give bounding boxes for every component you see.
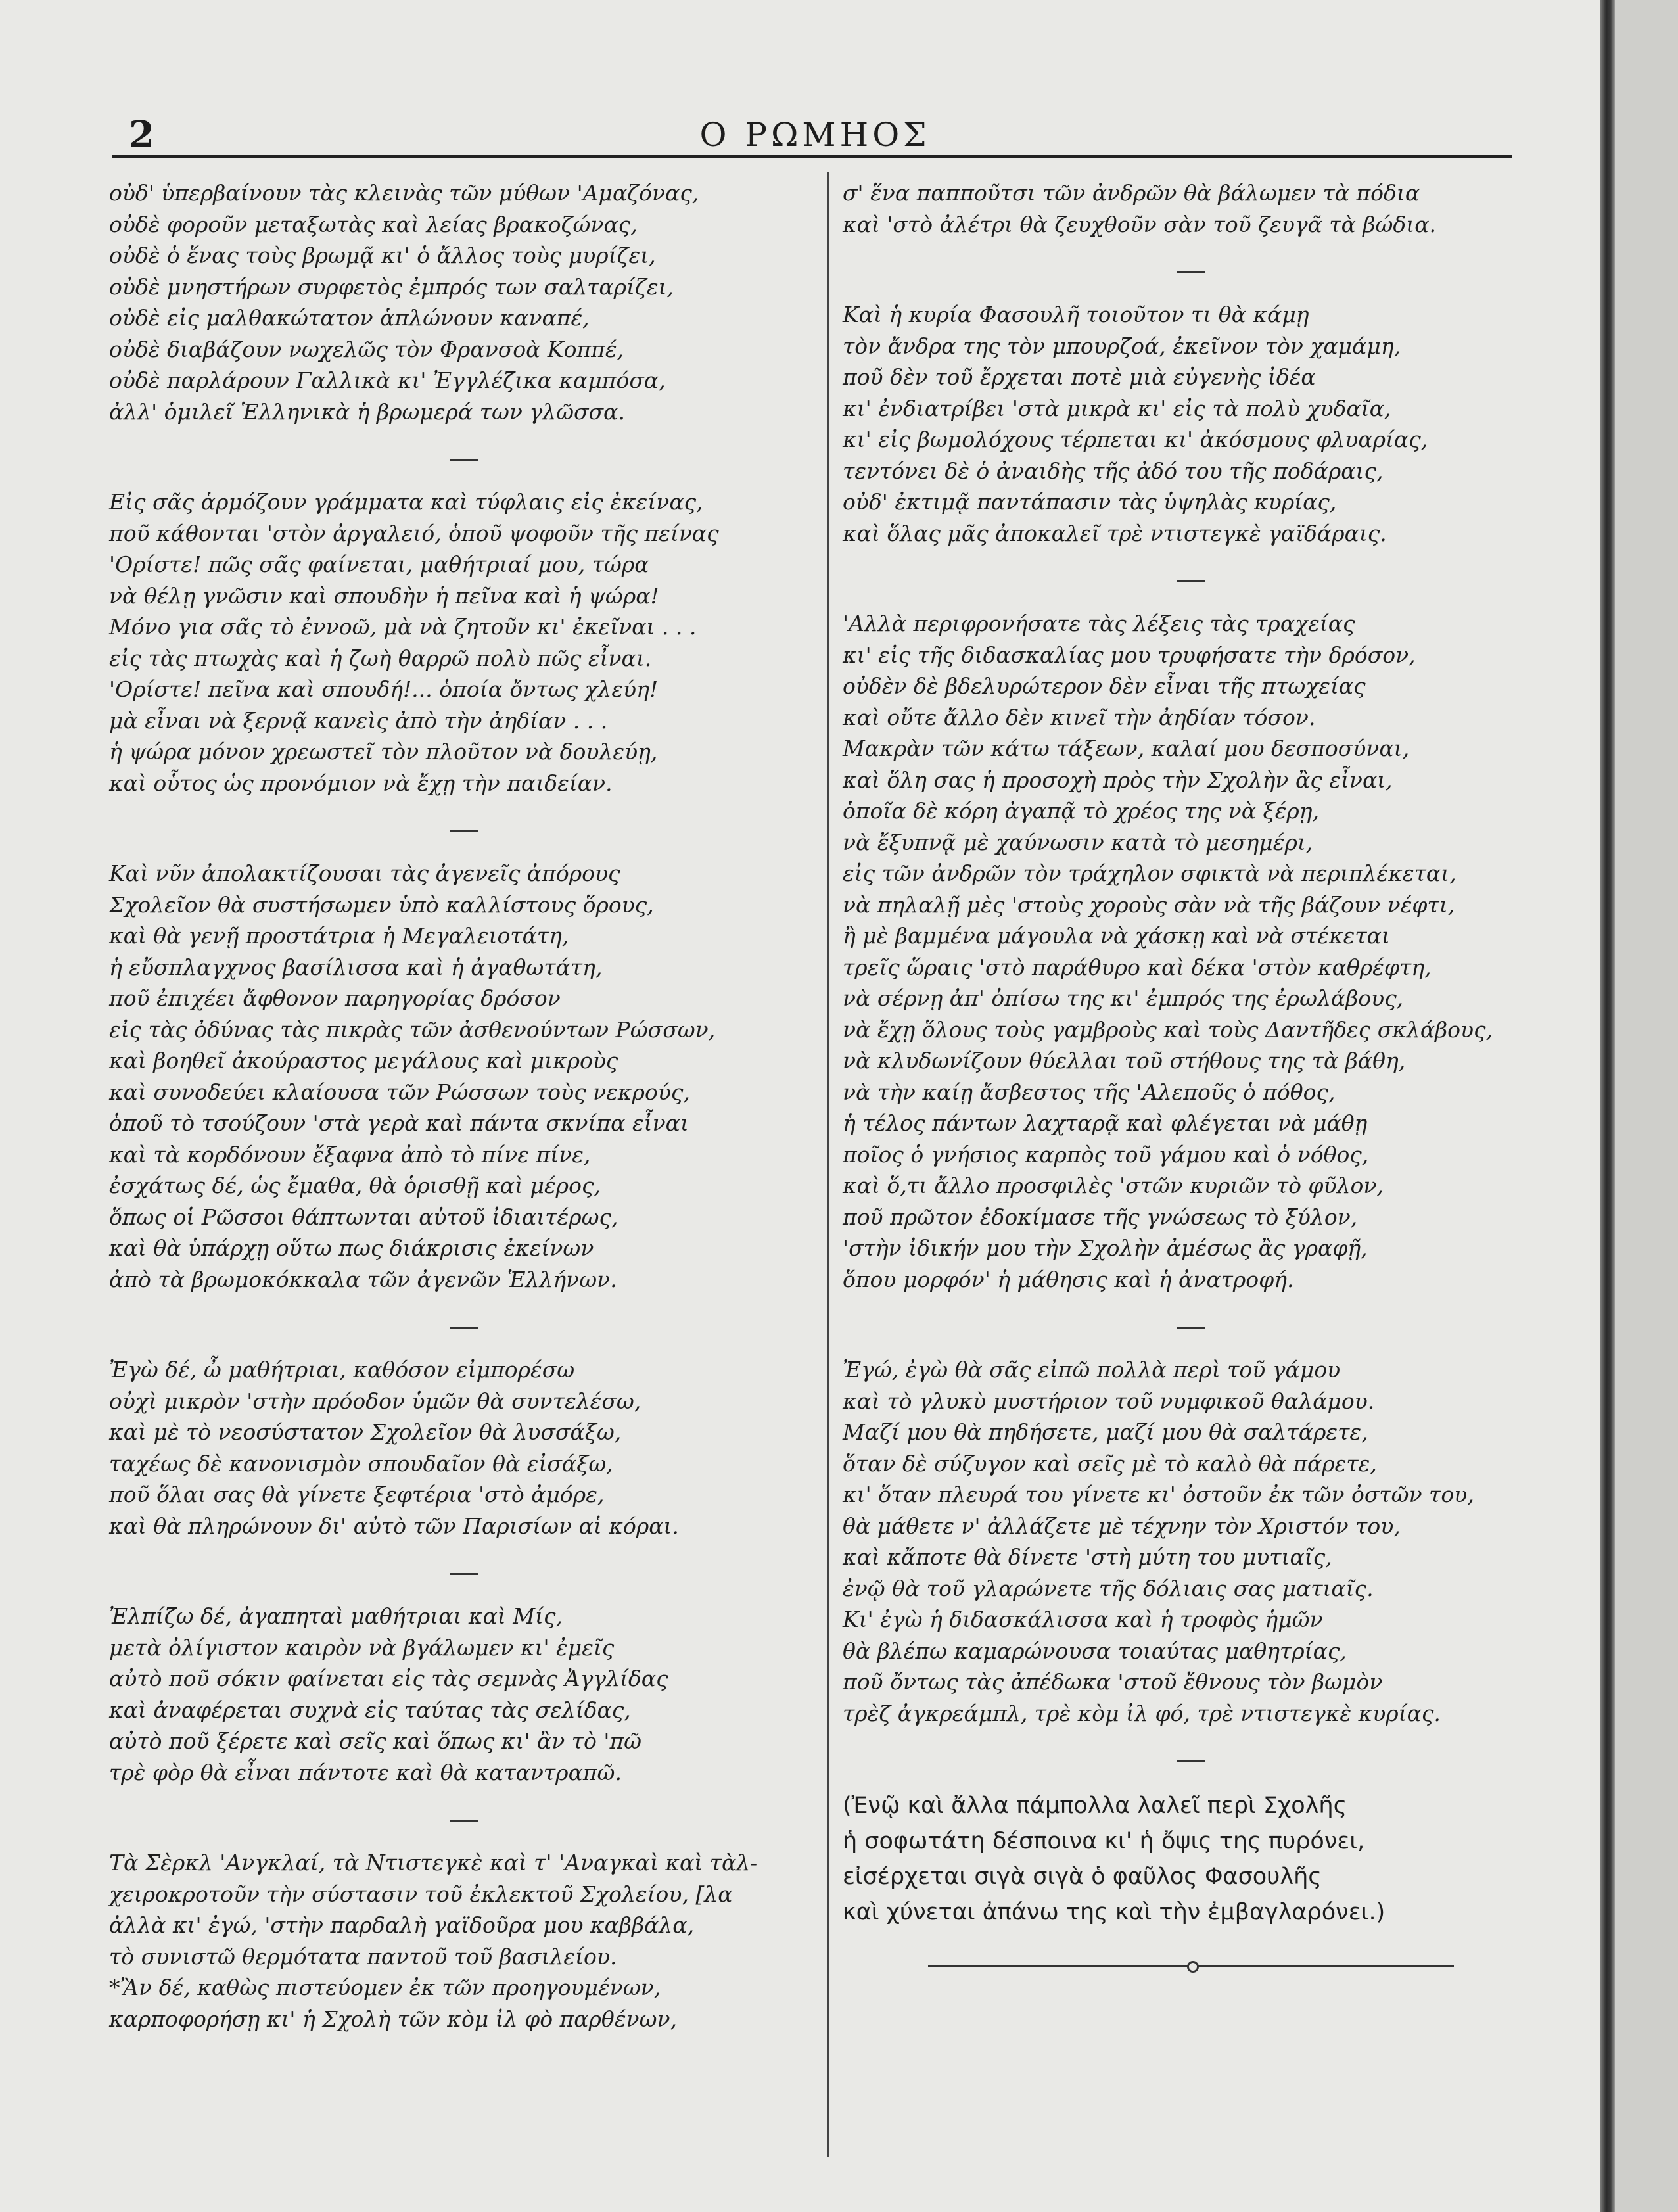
newspaper-title: Ο ΡΩΜΗΟΣ — [699, 116, 931, 154]
verse-line: ἀλλ' ὁμιλεῖ Ἑλληνικὰ ἡ βρωμερά των γλῶσσα. — [109, 398, 625, 425]
verse-line: οὐδὲ μνηστήρων συρφετὸς ἐμπρός των σαλταρίζει, — [109, 273, 674, 300]
verse-line: εἰς τὰς ὀδύνας τὰς πικρὰς τῶν ἀσθενούντων Ρώσσων, — [109, 1016, 716, 1043]
page-gutter-shadow — [1600, 0, 1615, 2212]
verse-line: τρεῖς ὥραις 'στὸ παράθυρο καὶ δέκα 'στὸν καθρέφτη, — [843, 954, 1432, 980]
header-rule — [112, 155, 1512, 158]
adjacent-page-edge — [1615, 0, 1678, 2212]
left-column — [109, 177, 819, 2035]
verse-line: ὅπως οἱ Ρῶσσοι θάπτωνται αὐτοῦ ἰδιαιτέρως, — [109, 1204, 618, 1230]
verse-line: ἐνῷ θὰ τοῦ γλαρώνετε τῆς δόλιαις σας ματιαῖς. — [843, 1575, 1374, 1601]
verse-line: ὅπου μορφόν' ἡ μάθησις καὶ ἡ ἀνατροφή. — [843, 1266, 1294, 1292]
verse-line: 'στὴν ἰδικήν μου τὴν Σχολὴν ἀμέσως ἂς γραφῇ, — [843, 1235, 1368, 1261]
verse-line: ποῦ ὄντως τὰς ἀπέδωκα 'στοῦ ἔθνους τὸν βωμὸν — [843, 1669, 1383, 1695]
verse-line: καὶ ὅ,τι ἄλλο προσφιλὲς 'στῶν κυριῶν τὸ φῦλον, — [843, 1173, 1384, 1198]
verse-line: καὶ θὰ πληρώνουν δι' αὐτὸ τῶν Παρισίων αἱ κόραι. — [109, 1513, 679, 1539]
verse-line: θὰ μάθετε ν' ἀλλάζετε μὲ τέχνην τὸν Χριστόν του, — [843, 1513, 1401, 1539]
verse-line: ὁποῦ τὸ τσούζουν 'στὰ γερὰ καὶ πάντα σκνίπα εἶναι — [109, 1110, 689, 1136]
stanza — [109, 1601, 819, 1788]
verse-line: καρποφορήσῃ κι' ἡ Σχολὴ τῶν κὸμ ἰλ φὸ παρθένων, — [109, 2006, 678, 2032]
verse-line: αὐτὸ ποῦ σόκιν φαίνεται εἰς τὰς σεμνὰς Ἀγγλίδας — [109, 1666, 668, 1691]
stanza — [109, 1354, 819, 1541]
verse-line: καὶ οὔτε ἄλλο δὲν κινεῖ τὴν ἀηδίαν τόσον. — [843, 704, 1316, 730]
verse-line: Κι' ἐγὼ ἡ διδασκάλισσα καὶ ἡ τροφὸς ἡμῶν — [843, 1607, 1323, 1632]
verse-line: οὐχὶ μικρὸν 'στὴν πρόοδον ὑμῶν θὰ συντελέσω, — [109, 1388, 641, 1414]
verse-line: καὶ τὰ κορδόνουν ἔξαφνα ἀπὸ τὸ πίνε πίνε, — [109, 1141, 591, 1167]
verse-line: καὶ οὗτος ὡς προνόμιον νὰ ἔχῃ τὴν παιδείαν. — [109, 770, 613, 796]
verse-line: εἰς τὰς πτωχὰς καὶ ἡ ζωὴ θαρρῶ πολὺ πῶς εἶναι. — [109, 645, 652, 671]
verse-line: ποῦ δὲν τοῦ ἔρχεται ποτὲ μιὰ εὐγενὴς ἰδέα — [843, 364, 1316, 390]
verse-line: ὁποῖα δὲ κόρη ἀγαπᾷ τὸ χρέος της νὰ ξέρῃ, — [843, 798, 1320, 824]
verse-line: οὐδὲ παρλάρουν Γαλλικὰ κι' Ἐγγλέζικα καμπόσα, — [109, 367, 666, 393]
column-divider — [827, 172, 829, 2157]
verse-line: ποῖος ὁ γνήσιος καρπὸς τοῦ γάμου καὶ ὁ νόθος, — [843, 1141, 1369, 1167]
verse-line: σ' ἕνα παπποῦτσι τῶν ἀνδρῶν θὰ βάλωμεν τὰ πόδια — [843, 180, 1420, 206]
verse-line: Καὶ νῦν ἀπολακτίζουσαι τὰς ἀγενεῖς ἀπόρους — [109, 860, 620, 886]
verse-line: καὶ κἄποτε θὰ δίνετε 'στὴ μύτη του μυτιαῖς, — [843, 1544, 1332, 1570]
verse-line: καὶ 'στὸ ἀλέτρι θὰ ζευχθοῦν σὰν τοῦ ζευγᾶ τὰ βώδια. — [843, 211, 1436, 237]
verse-line: νὰ ἔξυπνᾷ μὲ χαύνωσιν κατὰ τὸ μεσημέρι, — [843, 829, 1313, 855]
stanza — [109, 858, 819, 1295]
verse-line: Μαζί μου θὰ πηδήσετε, μαζί μου θὰ σαλτάρετε, — [843, 1419, 1368, 1445]
stanza-divider — [843, 240, 1539, 299]
verse-line: 'Ορίστε! πῶς σᾶς φαίνεται, μαθήτριαί μου, τώρα — [109, 552, 649, 577]
stanza-divider — [109, 1295, 819, 1354]
verse-line: κι' ὅταν πλευρά του γίνετε κι' ὀστοῦν ἐκ τῶν ὀστῶν του, — [843, 1482, 1474, 1507]
verse-line: μετὰ ὀλίγιστον καιρὸν νὰ βγάλωμεν κι' ἐμεῖς — [109, 1634, 615, 1660]
verse-line: τὸν ἄνδρα της τὸν μπουρζοά, ἐκεῖνον τὸν χαμάμη, — [843, 333, 1401, 359]
right-column — [843, 177, 1539, 1976]
verse-line: καὶ ὅλας μᾶς ἀποκαλεῖ τρὲ ντιστεγκὲ γαϊδάραις. — [843, 520, 1387, 546]
verse-line: κι' εἰς βωμολόχους τέρπεται κι' ἀκόσμους φλυαρίας, — [843, 427, 1428, 452]
verse-line: ποῦ πρῶτον ἐδοκίμασε τῆς γνώσεως τὸ ξύλον, — [843, 1204, 1358, 1230]
verse-line: ταχέως δὲ κανονισμὸν σπουδαῖον θὰ εἰσάξω, — [109, 1450, 613, 1476]
verse-line: καὶ θὰ ὑπάρχῃ οὕτω πως διάκρισις ἐκείνων — [109, 1235, 594, 1261]
verse-line: οὐδ' ὑπερβαίνουν τὰς κλεινὰς τῶν μύθων 'Αμαζόνας, — [109, 180, 699, 206]
verse-line: Καὶ ἡ κυρία Φασουλῆ τοιοῦτον τι θὰ κάμῃ — [843, 302, 1309, 327]
verse-line: νὰ θέλῃ γνῶσιν καὶ σπουδὴν ἡ πεῖνα καὶ ἡ ψώρα! — [109, 582, 659, 609]
verse-line: Εἰς σᾶς ἁρμόζουν γράμματα καὶ τύφλαις εἰς ἐκείνας, — [109, 489, 703, 515]
verse-line: μὰ εἶναι νὰ ξερνᾷ κανεὶς ἀπὸ τὴν ἀηδίαν . . . — [109, 707, 608, 734]
verse-line: ἀπὸ τὰ βρωμοκόκκαλα τῶν ἀγενῶν Ἑλλήνων. — [109, 1266, 617, 1292]
verse-line: τρὲζ ἀγκρεάμπλ, τρὲ κὸμ ἰλ φό, τρὲ ντιστεγκὲ κυρίας. — [843, 1700, 1441, 1726]
stanza — [843, 299, 1539, 549]
verse-line: Ἐγὼ δέ, ὦ μαθήτριαι, καθόσον εἰμπορέσω — [109, 1357, 575, 1382]
verse-line: οὐδὲ φοροῦν μεταξωτὰς καὶ λείας βρακοζώνας, — [109, 211, 638, 237]
verse-line: οὐδ' ἐκτιμᾷ παντάπασιν τὰς ὑψηλὰς κυρίας, — [843, 489, 1337, 515]
verse-line: νὰ κλυδωνίζουν θύελλαι τοῦ στήθους της τὰ βάθη, — [843, 1048, 1406, 1073]
stanza-divider — [843, 1729, 1539, 1788]
verse-line: καὶ χύνεται ἀπάνω της καὶ τὴν ἐμβαγλαρόνει.) — [843, 1899, 1386, 1925]
stanza — [843, 177, 1539, 240]
verse-line: ἡ ψώρα μόνον χρεωστεῖ τὸν πλοῦτον νὰ δουλεύῃ, — [109, 739, 658, 765]
verse-line: Σχολεῖον θὰ συστήσωμεν ὑπὸ καλλίστους ὅρους, — [109, 891, 654, 918]
stanza-divider — [109, 1541, 819, 1601]
verse-line: (Ἐνῷ καὶ ἄλλα πάμπολλα λαλεῖ περὶ Σχολῆς — [843, 1793, 1347, 1819]
verse-line: νὰ τὴν καίῃ ἄσβεστος τῆς 'Αλεποῦς ὁ πόθος, — [843, 1079, 1336, 1105]
stanza — [843, 1788, 1539, 1930]
verse-line: κι' ἐνδιατρίβει 'στὰ μικρὰ κι' εἰς τὰ πολὺ χυδαῖα, — [843, 395, 1391, 421]
verse-line: εἰσέρχεται σιγὰ σιγὰ ὁ φαῦλος Φασουλῆς — [843, 1864, 1322, 1890]
verse-line: Μόνο για σᾶς τὸ ἐννοῶ, μὰ νὰ ζητοῦν κι' ἐκεῖναι . . . — [109, 614, 697, 640]
stanza-divider — [843, 549, 1539, 608]
verse-line: τεντόνει δὲ ὁ ἀναιδὴς τῆς ἀδό του τῆς ποδάραις, — [843, 458, 1384, 484]
verse-line: χειροκροτοῦν τὴν σύστασιν τοῦ ἐκλεκτοῦ Σχολείου, [λα — [109, 1881, 733, 1907]
stanza — [109, 486, 819, 799]
verse-line: καὶ θὰ γενῇ προστάτρια ἡ Μεγαλειοτάτη, — [109, 923, 569, 949]
verse-line: εἰς τῶν ἀνδρῶν τὸν τράχηλον σφικτὰ νὰ περιπλέκεται, — [843, 860, 1457, 886]
stanza-divider — [843, 1295, 1539, 1354]
stanza — [843, 608, 1539, 1295]
verse-line: καὶ βοηθεῖ ἀκούραστος μεγάλους καὶ μικροὺς — [109, 1048, 618, 1073]
verse-line: ποῦ κάθονται 'στὸν ἀργαλειό, ὁποῦ ψοφοῦν τῆς πείνας — [109, 520, 719, 546]
verse-line: καὶ ὅλη σας ἡ προσοχὴ πρὸς τὴν Σχολὴν ἂς εἶναι, — [843, 766, 1393, 793]
stanza — [843, 1354, 1539, 1729]
stanza — [109, 177, 819, 427]
verse-line: νὰ ἔχῃ ὅλους τοὺς γαμβροὺς καὶ τοὺς Δαντῆδες σκλάβους, — [843, 1016, 1493, 1043]
verse-line: Τὰ Σὲρκλ 'Ανγκλαί, τὰ Ντιστεγκὲ καὶ τ' 'Αναγκαὶ καὶ τὰλ- — [109, 1850, 758, 1875]
verse-line: 'Ορίστε! πεῖνα καὶ σπουδή!... ὁποία ὄντως χλεύη! — [109, 676, 659, 702]
verse-line: 'Αλλὰ περιφρονήσατε τὰς λέξεις τὰς τραχείας — [843, 611, 1355, 636]
verse-line: καὶ ἀναφέρεται συχνὰ εἰς ταύτας τὰς σελίδας, — [109, 1697, 631, 1723]
stanza-divider — [109, 799, 819, 858]
verse-line: Ἐλπίζω δέ, ἀγαπηταὶ μαθήτριαι καὶ Μίς, — [109, 1603, 563, 1629]
verse-line: οὐδὲ εἰς μαλθακώτατον ἁπλώνουν καναπέ, — [109, 305, 590, 331]
page-number: 2 — [129, 113, 154, 156]
verse-line: ἡ σοφωτάτη δέσποινα κι' ἡ ὄψις της πυρόνει, — [843, 1828, 1365, 1854]
verse-line: *Ἂν δέ, καθὼς πιστεύομεν ἐκ τῶν προηγουμένων, — [109, 1975, 661, 2000]
verse-line: ποῦ ἐπιχέει ἄφθονον παρηγορίας δρόσον — [109, 985, 561, 1011]
verse-line: οὐδὲν δὲ βδελυρώτερον δὲν εἶναι τῆς πτωχείας — [843, 673, 1366, 699]
verse-line: ἢ μὲ βαμμένα μάγουλα νὰ χάσκῃ καὶ νὰ στέκεται — [843, 923, 1390, 949]
verse-line: ὅταν δὲ σύζυγον καὶ σεῖς μὲ τὸ καλὸ θὰ πάρετε, — [843, 1450, 1377, 1476]
verse-line: ἡ εὔσπλαγχνος βασίλισσα καὶ ἡ ἀγαθωτάτη, — [109, 954, 603, 980]
verse-line: ποῦ ὅλαι σας θὰ γίνετε ξεφτέρια 'στὸ ἀμόρε, — [109, 1482, 605, 1507]
verse-line: ἡ τέλος πάντων λαχταρᾷ καὶ φλέγεται νὰ μάθῃ — [843, 1110, 1368, 1136]
verse-line: Ἐγώ, ἐγὼ θὰ σᾶς εἰπῶ πολλὰ περὶ τοῦ γάμου — [843, 1357, 1341, 1382]
verse-line: τὸ συνιστῶ θερμότατα παντοῦ τοῦ βασιλείου. — [109, 1943, 617, 1969]
verse-line: ἀλλὰ κι' ἐγώ, 'στὴν παρδαλὴ γαϊδοῦρα μου καββάλα, — [109, 1912, 695, 1938]
verse-line: νὰ πηλαλῇ μὲς 'στοὺς χοροὺς σὰν νὰ τῆς βάζουν νέφτι, — [843, 891, 1455, 918]
verse-line: θὰ βλέπω καμαρώνουσα τοιαύτας μαθητρίας, — [843, 1637, 1347, 1664]
verse-line: καὶ μὲ τὸ νεοσύστατον Σχολεῖον θὰ λυσσάξω, — [109, 1419, 622, 1445]
verse-line: Μακρὰν τῶν κάτω τάξεων, καλαί μου δεσποσύναι, — [843, 736, 1410, 761]
verse-line: καὶ τὸ γλυκὺ μυστήριον τοῦ νυμφικοῦ θαλάμου. — [843, 1388, 1375, 1414]
verse-line: τρὲ φὸρ θὰ εἶναι πάντοτε καὶ θὰ καταντραπῶ. — [109, 1759, 622, 1785]
stanza — [109, 1847, 819, 2035]
verse-line: οὐδὲ διαβάζουν νωχελῶς τὸν Φρανσοὰ Κοππέ, — [109, 336, 624, 362]
verse-line: καὶ συνοδεύει κλαίουσα τῶν Ρώσσων τοὺς νεκρούς, — [109, 1079, 690, 1105]
verse-line: νὰ σέρνῃ ἀπ' ὀπίσω της κι' ἐμπρός της ἐρωλάβους, — [843, 985, 1404, 1011]
stanza-divider — [109, 427, 819, 486]
verse-line: αὐτὸ ποῦ ξέρετε καὶ σεῖς καὶ ὅπως κι' ἂν τὸ 'πῶ — [109, 1728, 642, 1754]
end-ornament-rule — [928, 1956, 1454, 1976]
verse-line: ἐσχάτως δέ, ὡς ἔμαθα, θὰ ὁρισθῇ καὶ μέρος, — [109, 1173, 601, 1198]
verse-line: κι' εἰς τῆς διδασκαλίας μου τρυφήσατε τὴν δρόσον, — [843, 642, 1416, 668]
stanza-divider — [109, 1788, 819, 1847]
verse-line: οὐδὲ ὁ ἕνας τοὺς βρωμᾷ κι' ὁ ἄλλος τοὺς μυρίζει, — [109, 243, 656, 268]
